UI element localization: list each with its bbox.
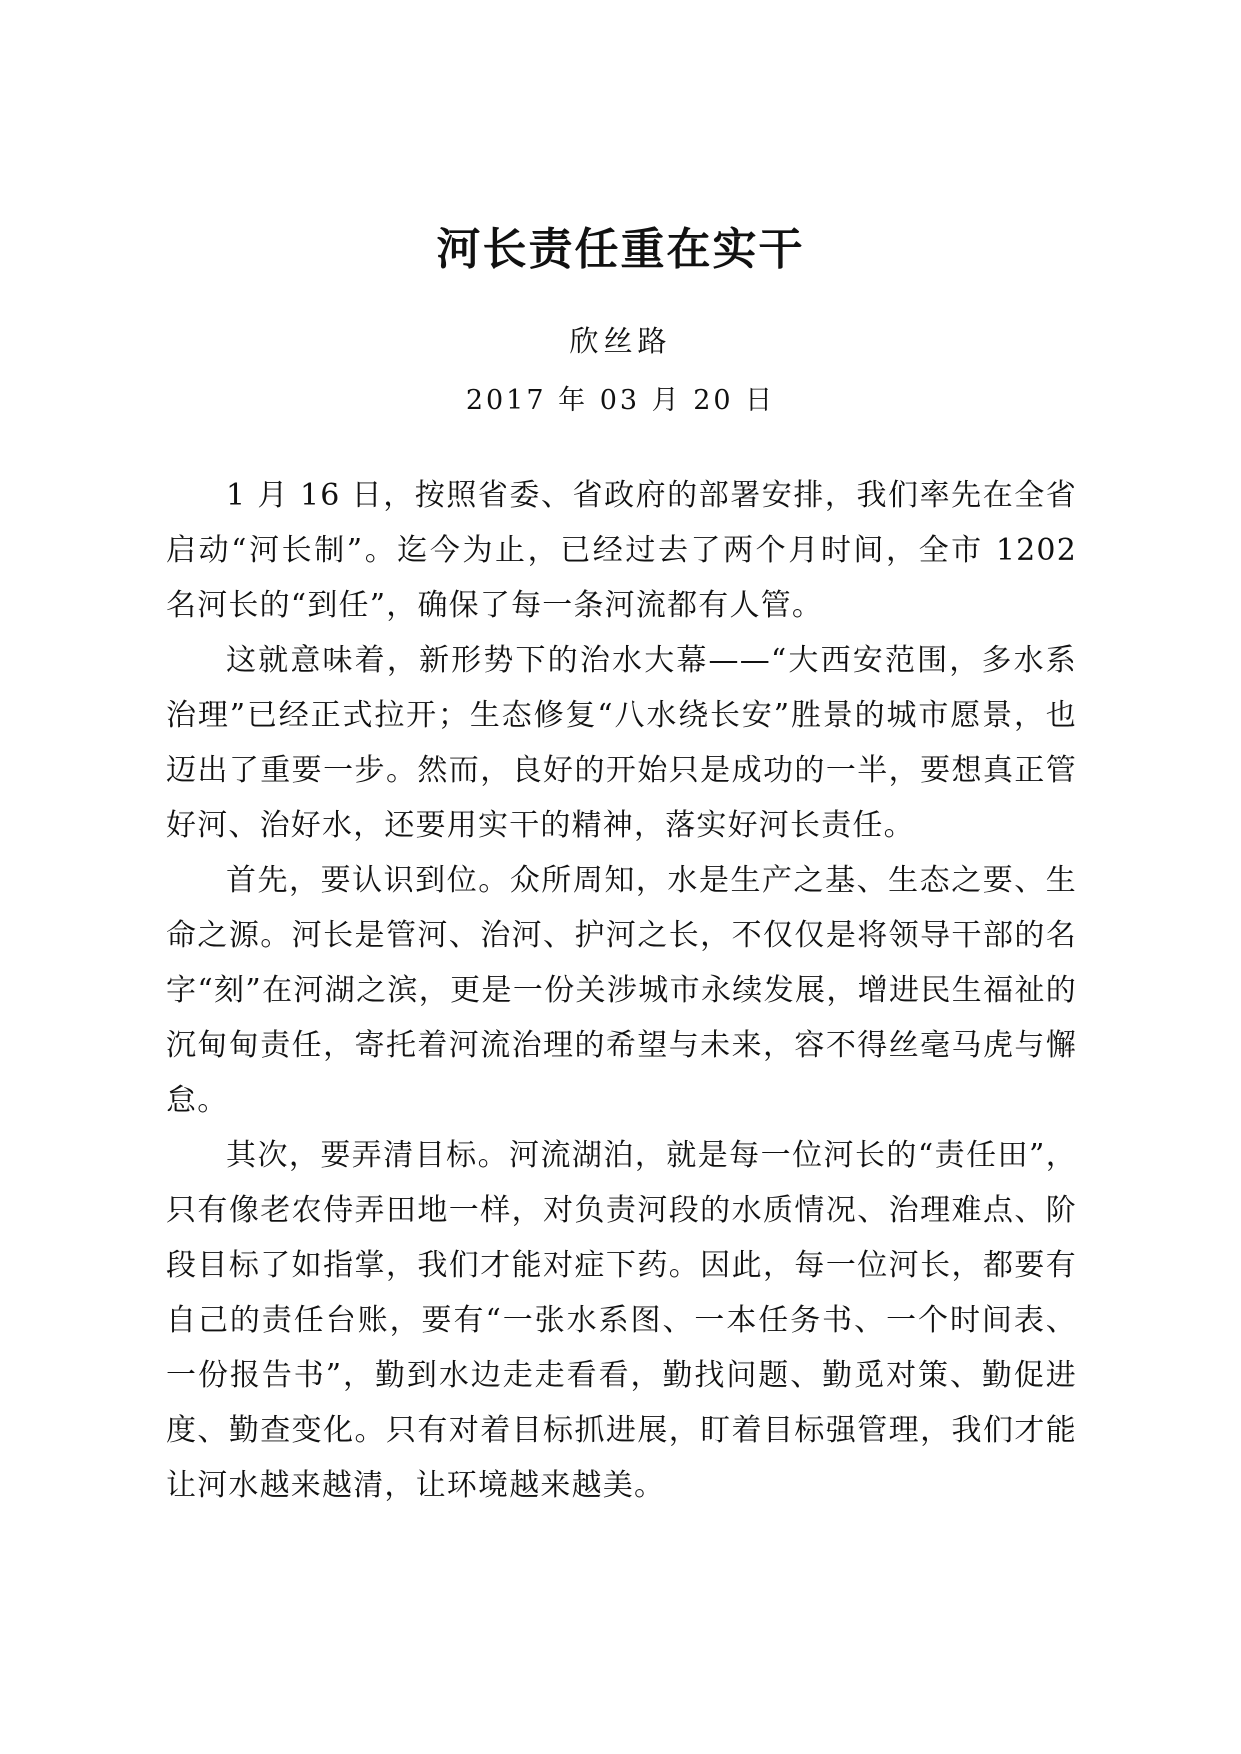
paragraph: 1 月 16 日，按照省委、省政府的部署安排，我们率先在全省启动“河长制”。迄今为止，已经过去了两个月时间，全市 1202 名河长的“到任”，确保了每一条河流都有人管。	[166, 478, 1077, 623]
document-body	[166, 468, 1077, 1513]
paragraph: 首先，要认识到位。众所周知，水是生产之基、生态之要、生命之源。河长是管河、治河、护河之长，不仅仅是将领导干部的名字“刻”在河湖之滨，更是一份关涉城市永续发展，增进民生福祉的沉甸甸责任，寄托着河流治理的希望与未来，容不得丝毫马虎与懈怠。	[166, 863, 1077, 1118]
paragraph: 这就意味着，新形势下的治水大幕——“大西安范围，多水系治理”已经正式拉开；生态修复“八水绕长安”胜景的城市愿景，也迈出了重要一步。然而，良好的开始只是成功的一半，要想真正管好河、治好水，还要用实干的精神，落实好河长责任。	[166, 643, 1077, 843]
paragraph: 其次，要弄清目标。河流湖泊，就是每一位河长的“责任田”，只有像老农侍弄田地一样，对负责河段的水质情况、治理难点、阶段目标了如指掌，我们才能对症下药。因此，每一位河长，都要有自己的责任台账，要有“一张水系图、一本任务书、一个时间表、一份报告书”，勤到水边走走看看，勤找问题、勤觅对策、勤促进度、勤查变化。只有对着目标抓进展，盯着目标强管理，我们才能让河水越来越清，让环境越来越美。	[166, 1138, 1077, 1503]
document-title: 河长责任重在实干	[436, 224, 805, 275]
document-date: 2017 年 03 月 20 日	[465, 385, 776, 416]
document-author: 欣丝路	[569, 324, 672, 358]
